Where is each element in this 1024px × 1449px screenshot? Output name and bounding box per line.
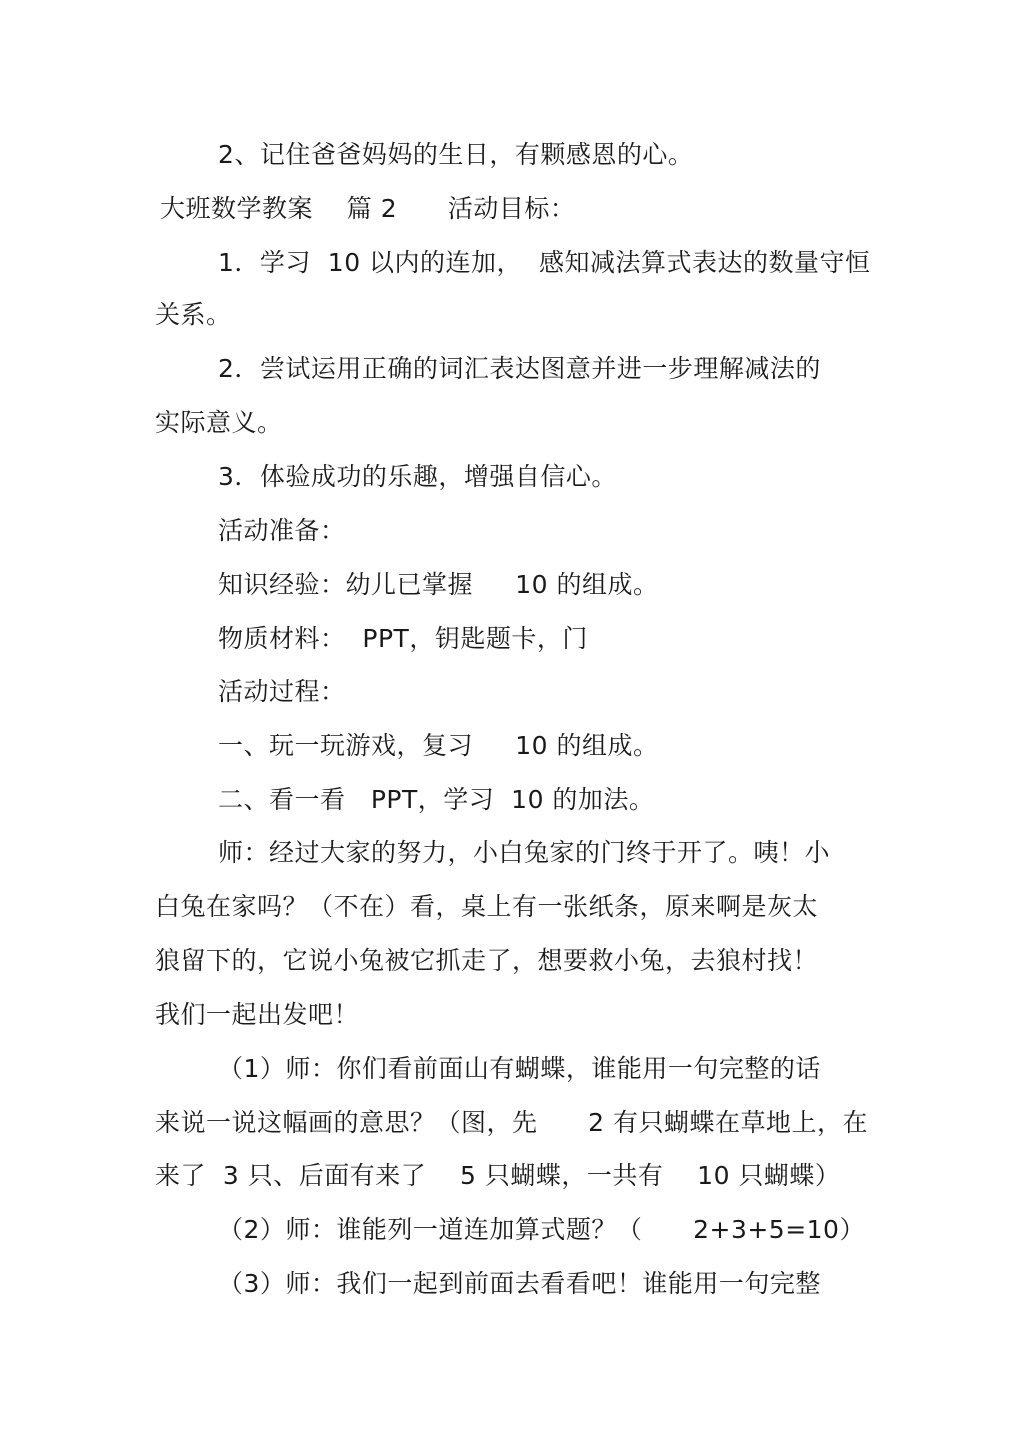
text-line: 知识经验：幼儿已掌握 10 的组成。: [218, 570, 659, 599]
text-line: 我们一起出发吧！: [155, 1000, 360, 1029]
text-line: 2、记住爸爸妈妈的生日，有颗感恩的心。: [218, 140, 694, 169]
text-line: 二、看一看 PPT，学习 10 的加法。: [218, 785, 655, 814]
text-line: 一、玩一玩游戏，复习 10 的组成。: [218, 731, 659, 760]
text-line: 来了 3 只、后面有来了 5 只蝴蝶，一共有 10 只蝴蝶）: [155, 1161, 841, 1190]
text-line: （1）师：你们看前面山有蝴蝶，谁能用一句完整的话: [218, 1054, 821, 1083]
text-line: 狼留下的，它说小兔被它抓走了，想要救小兔，去狼村找！: [155, 946, 819, 975]
text-line: 物质材料： PPT，钥匙题卡，门: [218, 624, 588, 653]
text-line: 师：经过大家的努力，小白兔家的门终于开了。咦！小: [218, 838, 831, 867]
text-line: 活动过程：: [218, 677, 346, 706]
text-line: 大班数学教案 篇 2 活动目标：: [160, 194, 576, 223]
text-line: 1．学习 10 以内的连加， 感知减法算式表达的数量守恒: [218, 248, 871, 277]
text-line: 白兔在家吗？（不在）看，桌上有一张纸条，原来啊是灰太: [155, 892, 819, 921]
text-line: 3．体验成功的乐趣，增强自信心。: [218, 462, 617, 491]
text-line: （2）师：谁能列一道连加算式题？（ 2+3+5=10）: [218, 1215, 865, 1244]
text-line: 活动准备：: [218, 516, 346, 545]
text-line: 2．尝试运用正确的词汇表达图意并进一步理解减法的: [218, 354, 821, 383]
text-line: 关系。: [155, 300, 232, 329]
text-line: 实际意义。: [155, 408, 283, 437]
text-line: （3）师：我们一起到前面去看看吧！谁能用一句完整: [218, 1269, 821, 1298]
text-line: 来说一说这幅画的意思？（图，先 2 有只蝴蝶在草地上，在: [155, 1108, 869, 1137]
